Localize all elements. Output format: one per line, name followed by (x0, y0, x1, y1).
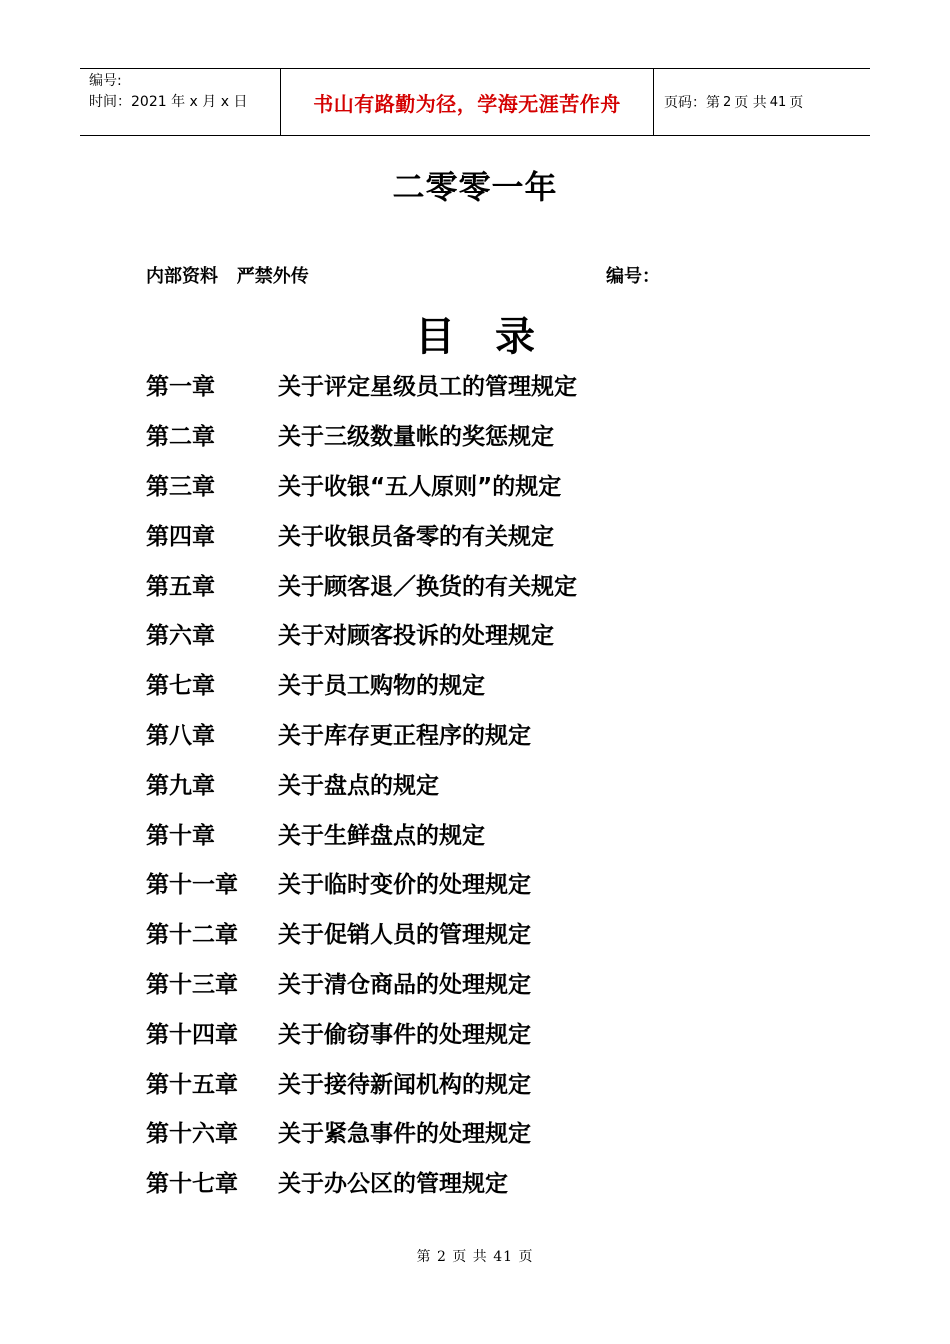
toc-chapter: 第九章 (146, 772, 215, 799)
toc-chapter-title: 关于评定星级员工的管理规定 (278, 374, 577, 401)
toc-chapter: 第十一章 (146, 872, 238, 899)
toc-chapter: 第一章 (146, 374, 215, 401)
toc-title: 目录 (415, 314, 575, 360)
table-of-contents (146, 360, 846, 1207)
toc-chapter: 第五章 (146, 573, 215, 600)
toc-item (146, 958, 846, 1008)
toc-chapter-title: 关于收银“五人原则”的规定 (278, 473, 562, 500)
internal-serial-label: 编号： (606, 266, 660, 287)
toc-item (146, 709, 846, 759)
toc-chapter-title: 关于清仓商品的处理规定 (278, 971, 531, 998)
page-number: 2 (723, 94, 732, 110)
toc-chapter-title: 关于临时变价的处理规定 (278, 872, 531, 899)
toc-chapter: 第十章 (146, 822, 215, 849)
page-prefix: 页码：第 (664, 95, 720, 111)
internal-restriction-label: 内部资料 严禁外传 (146, 266, 309, 287)
toc-chapter: 第三章 (146, 473, 215, 500)
time-label: 时间：2021 年 x 月 x 日 (89, 94, 248, 110)
toc-chapter: 第十七章 (146, 1171, 238, 1198)
page-total: 41 (769, 94, 787, 110)
toc-chapter: 第八章 (146, 722, 215, 749)
page-suffix: 页 (789, 95, 804, 111)
toc-item (146, 758, 846, 808)
toc-chapter-title: 关于员工购物的规定 (278, 673, 485, 700)
toc-item (146, 360, 846, 410)
toc-item (146, 509, 846, 559)
toc-chapter-title: 关于紧急事件的处理规定 (278, 1121, 531, 1148)
toc-chapter: 第七章 (146, 673, 215, 700)
toc-chapter: 第六章 (146, 623, 215, 650)
toc-item (146, 410, 846, 460)
toc-chapter-title: 关于生鲜盘点的规定 (278, 822, 485, 849)
toc-chapter-title: 关于办公区的管理规定 (278, 1171, 508, 1198)
toc-item (146, 1057, 846, 1107)
page-mid: 页 共 (734, 95, 767, 111)
toc-item (146, 1007, 846, 1057)
toc-chapter: 第十三章 (146, 971, 238, 998)
motto-text: 书山有路勤为径，学海无涯苦作舟 (313, 91, 621, 116)
toc-chapter-title: 关于库存更正程序的规定 (278, 722, 531, 749)
header-motto-cell (281, 69, 654, 135)
header-page-cell (654, 69, 870, 135)
toc-chapter-title: 关于偷窃事件的处理规定 (278, 1021, 531, 1048)
toc-chapter-title: 关于三级数量帐的奖惩规定 (278, 424, 554, 451)
header-info-cell (80, 69, 281, 135)
internal-notice (146, 262, 686, 288)
toc-chapter-title: 关于促销人员的管理规定 (278, 922, 531, 949)
toc-chapter-title: 关于接待新闻机构的规定 (278, 1071, 531, 1098)
toc-chapter: 第十五章 (146, 1071, 238, 1098)
toc-chapter-title: 关于盘点的规定 (278, 772, 439, 799)
serial-label: 编号: (89, 73, 122, 89)
toc-chapter: 第四章 (146, 523, 215, 550)
toc-chapter-title: 关于顾客退／换货的有关规定 (278, 573, 577, 600)
toc-item (146, 559, 846, 609)
toc-item (146, 808, 846, 858)
toc-item (146, 1107, 846, 1157)
toc-chapter: 第十四章 (146, 1021, 238, 1048)
toc-item (146, 908, 846, 958)
toc-item (146, 460, 846, 510)
toc-chapter: 第二章 (146, 424, 215, 451)
toc-chapter-title: 关于对顾客投诉的处理规定 (278, 623, 554, 650)
year-title: 二零零一年 (392, 168, 558, 206)
toc-item (146, 659, 846, 709)
toc-chapter: 第十六章 (146, 1121, 238, 1148)
toc-item (146, 609, 846, 659)
toc-chapter-title: 关于收银员备零的有关规定 (278, 523, 554, 550)
toc-item (146, 1157, 846, 1207)
document-header (80, 68, 870, 136)
toc-item (146, 858, 846, 908)
page-footer: 第 2 页 共 41 页 (416, 1249, 534, 1265)
toc-chapter: 第十二章 (146, 922, 238, 949)
